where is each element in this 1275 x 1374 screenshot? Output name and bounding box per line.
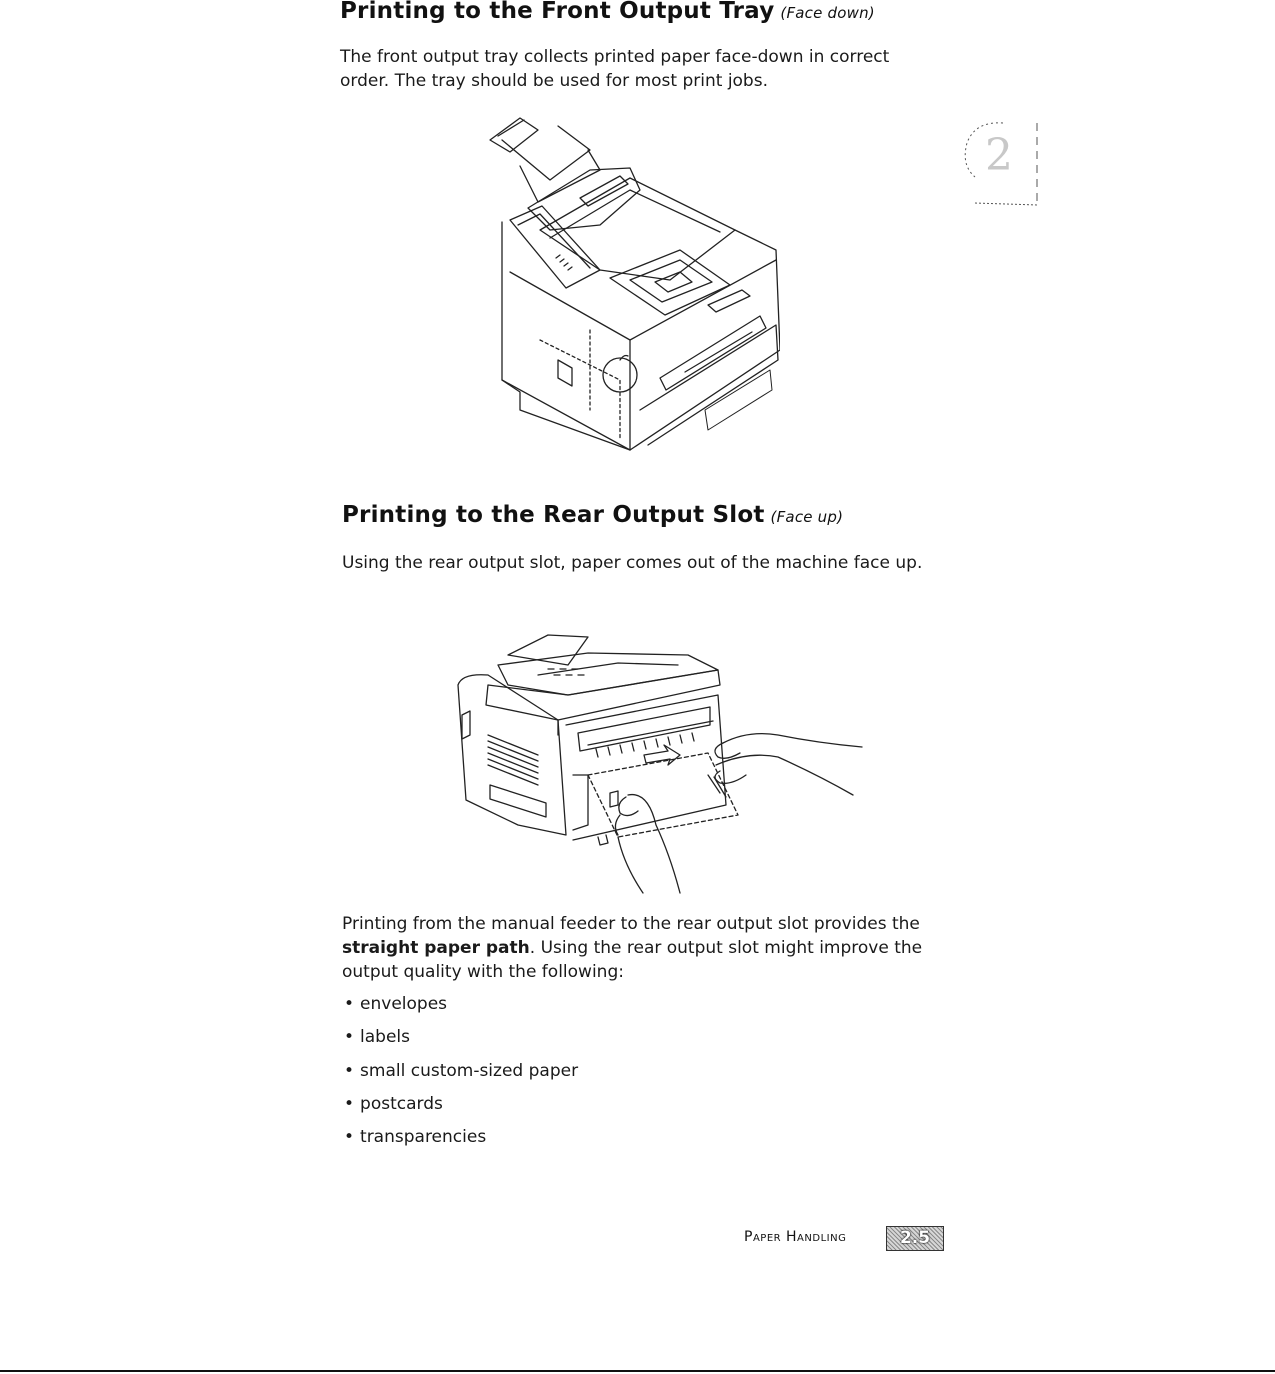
list-item bbox=[344, 1092, 578, 1125]
list-item bbox=[344, 1025, 578, 1058]
section-heading-front-output-tray bbox=[340, 0, 875, 24]
front-tray-description: The front output tray collects printed paper face-down in correct order. The tray should be used for most print jobs. bbox=[340, 47, 890, 91]
chapter-tab-marker bbox=[955, 115, 1040, 210]
intro-text-before: Printing from the manual feeder to the rear output slot provides the bbox=[342, 914, 920, 934]
chapter-number: 2 bbox=[985, 130, 1013, 181]
list-item-text: envelopes bbox=[360, 994, 448, 1014]
list-item bbox=[344, 1125, 578, 1158]
footer-chapter-label: Paper Handling bbox=[744, 1229, 847, 1245]
bullet-icon: • bbox=[344, 1027, 355, 1048]
page-number-badge: 2.5 bbox=[886, 1226, 944, 1251]
page-bottom-rule bbox=[0, 1370, 1275, 1372]
list-item bbox=[344, 1059, 578, 1092]
bullet-icon: • bbox=[344, 1127, 355, 1148]
section-heading-rear-output-slot bbox=[342, 502, 843, 528]
rear-output-slot-illustration bbox=[448, 625, 868, 895]
heading-subtitle: (Face down) bbox=[780, 4, 875, 22]
list-item bbox=[344, 992, 578, 1025]
intro-text-after: . Using the rear output slot might improve the output quality with the following: bbox=[342, 938, 923, 982]
list-item-text: transparencies bbox=[360, 1127, 487, 1148]
bullet-icon: • bbox=[344, 994, 355, 1014]
heading-title: Printing to the Rear Output Slot bbox=[342, 502, 765, 528]
bullet-icon: • bbox=[344, 1093, 355, 1114]
heading-subtitle: (Face up) bbox=[770, 508, 844, 526]
intro-text-bold: straight paper path bbox=[342, 938, 530, 958]
heading-title: Printing to the Front Output Tray bbox=[340, 0, 775, 24]
list-item-text: postcards bbox=[360, 1093, 443, 1114]
bullet-icon: • bbox=[344, 1060, 355, 1081]
list-item-text: labels bbox=[360, 1027, 411, 1048]
list-item-text: small custom-sized paper bbox=[360, 1060, 579, 1081]
straight-path-description bbox=[342, 912, 962, 984]
front-output-tray-illustration bbox=[480, 110, 780, 455]
media-bullet-list bbox=[344, 992, 578, 1158]
rear-slot-description: Using the rear output slot, paper comes out of the machine face up. bbox=[342, 553, 923, 573]
